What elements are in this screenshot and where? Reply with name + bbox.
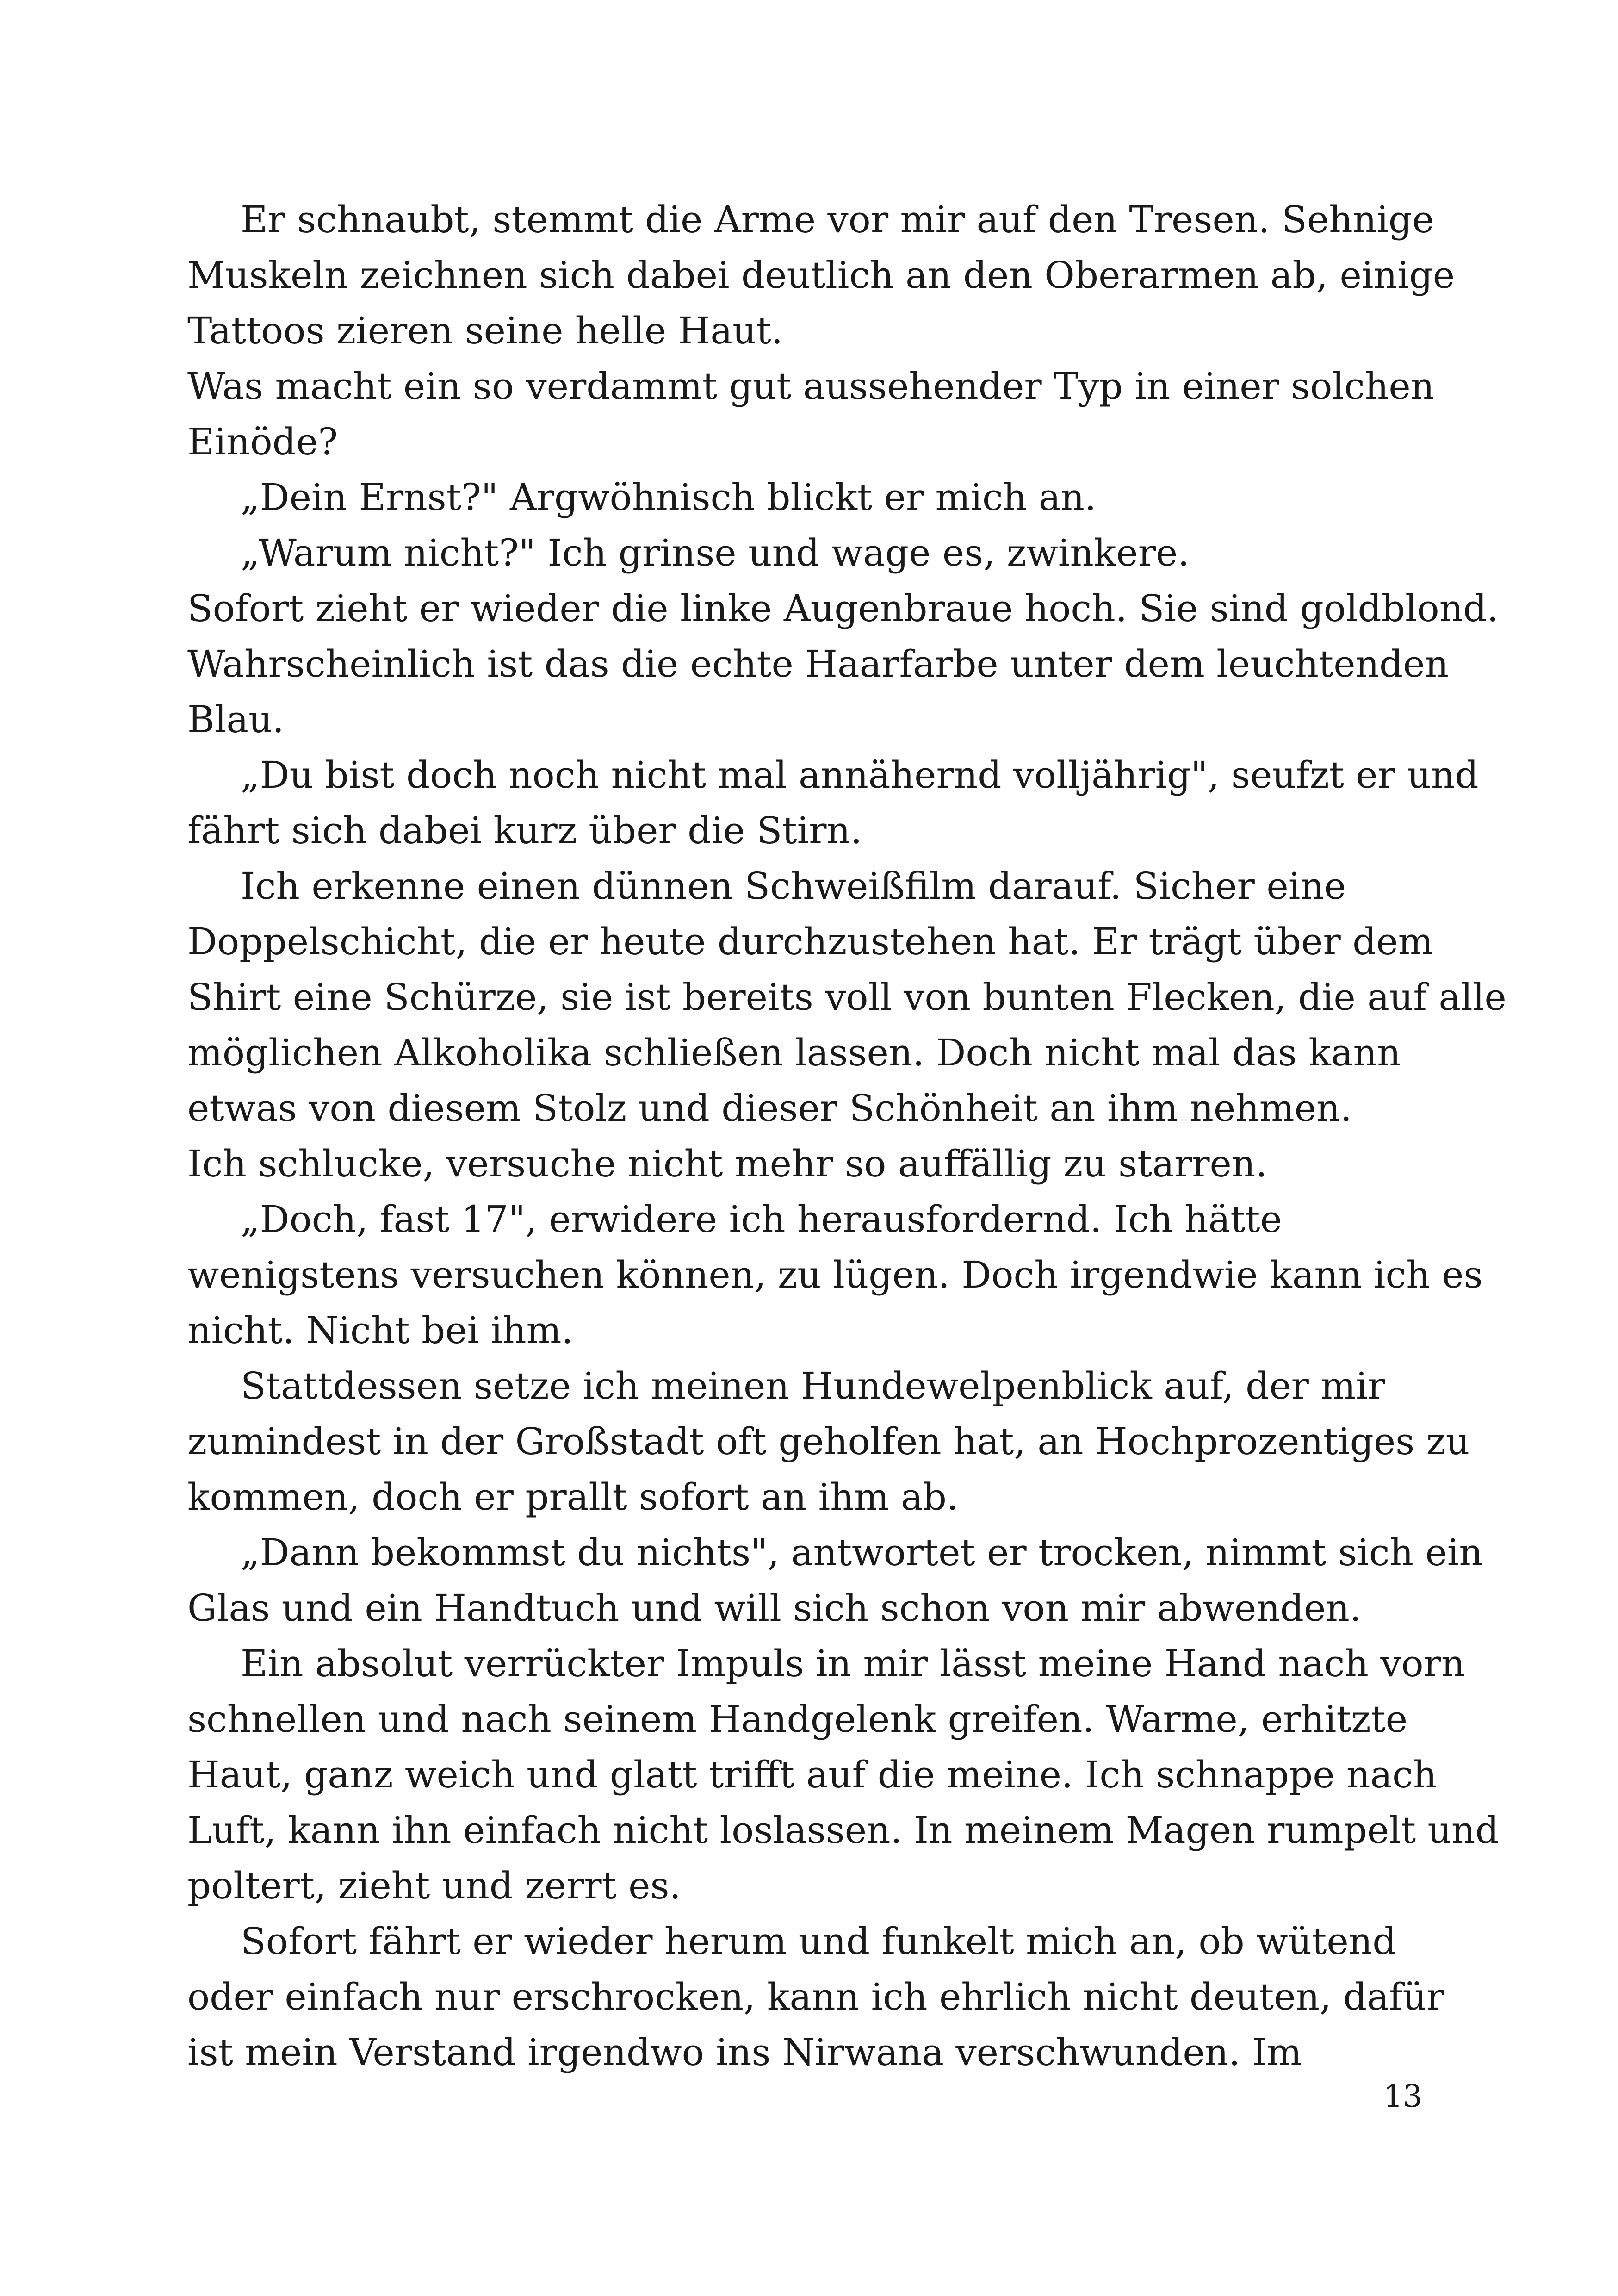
text-line: kommen, doch er prallt sofort an ihm ab. (187, 1475, 959, 1518)
text-line: Er schnaubt, stemmt die Arme vor mir auf den Tresen. Sehnige (241, 198, 1434, 241)
text-line: „Du bist doch noch nicht mal annähernd volljährig", seufzt er und (241, 753, 1479, 796)
text-line: Shirt eine Schürze, sie ist bereits voll von bunten Flecken, die auf alle (187, 976, 1506, 1019)
text-line: Glas und ein Handtuch und will sich schon von mir abwenden. (187, 1587, 1362, 1630)
text-line: fährt sich dabei kurz über die Stirn. (187, 809, 862, 852)
text-line: Ich schlucke, versuche nicht mehr so auffällig zu starren. (187, 1142, 1267, 1185)
text-line: nicht. Nicht bei ihm. (187, 1309, 573, 1352)
body-text (187, 192, 1506, 2080)
text-line: Einöde? (187, 420, 338, 463)
text-line: zumindest in der Großstadt oft geholfen hat, an Hochprozentiges zu (187, 1420, 1470, 1463)
text-line: Tattoos zieren seine helle Haut. (187, 309, 783, 352)
text-line: „Warum nicht?" Ich grinse und wage es, zwinkere. (241, 531, 1190, 574)
text-line: Sofort zieht er wieder die linke Augenbraue hoch. Sie sind goldblond. (187, 587, 1499, 630)
text-line: Haut, ganz weich und glatt trifft auf die meine. Ich schnappe nach (187, 1753, 1437, 1796)
text-line: Blau. (187, 698, 285, 741)
text-line: poltert, zieht und zerrt es. (187, 1864, 681, 1907)
text-line: „Dein Ernst?" Argwöhnisch blickt er mich an. (241, 476, 1097, 519)
text-line: ist mein Verstand irgendwo ins Nirwana verschwunden. Im (187, 2031, 1302, 2074)
text-line: Ein absolut verrückter Impuls in mir lässt meine Hand nach vorn (241, 1642, 1465, 1685)
text-line: Ich erkenne einen dünnen Schweißfilm darauf. Sicher eine (241, 865, 1346, 908)
text-line: schnellen und nach seinem Handgelenk greifen. Warme, erhitzte (187, 1698, 1408, 1741)
text-line: Wahrscheinlich ist das die echte Haarfarbe unter dem leuchtenden (187, 642, 1449, 685)
text-line: Sofort fährt er wieder herum und funkelt mich an, ob wütend (241, 1920, 1396, 1963)
page-number: 13 (1383, 2078, 1422, 2114)
text-line: Luft, kann ihn einfach nicht loslassen. In meinem Magen rumpelt und (187, 1809, 1499, 1852)
text-line: Stattdessen setze ich meinen Hundewelpenblick auf, der mir (241, 1364, 1386, 1407)
text-line: möglichen Alkoholika schließen lassen. Doch nicht mal das kann (187, 1031, 1401, 1074)
text-line: „Dann bekommst du nichts", antwortet er trocken, nimmt sich ein (241, 1531, 1483, 1574)
text-line: Muskeln zeichnen sich dabei deutlich an den Oberarmen ab, einige (187, 254, 1455, 297)
text-line: oder einfach nur erschrocken, kann ich ehrlich nicht deuten, dafür (187, 1975, 1444, 2018)
text-line: Doppelschicht, die er heute durchzustehen hat. Er trägt über dem (187, 920, 1433, 963)
text-line: „Doch, fast 17", erwidere ich herausfordernd. Ich hätte (241, 1198, 1282, 1241)
text-line: wenigstens versuchen können, zu lügen. Doch irgendwie kann ich es (187, 1253, 1483, 1296)
text-line: etwas von diesem Stolz und dieser Schönheit an ihm nehmen. (187, 1087, 1352, 1130)
text-line: Was macht ein so verdammt gut aussehender Typ in einer solchen (187, 365, 1435, 408)
